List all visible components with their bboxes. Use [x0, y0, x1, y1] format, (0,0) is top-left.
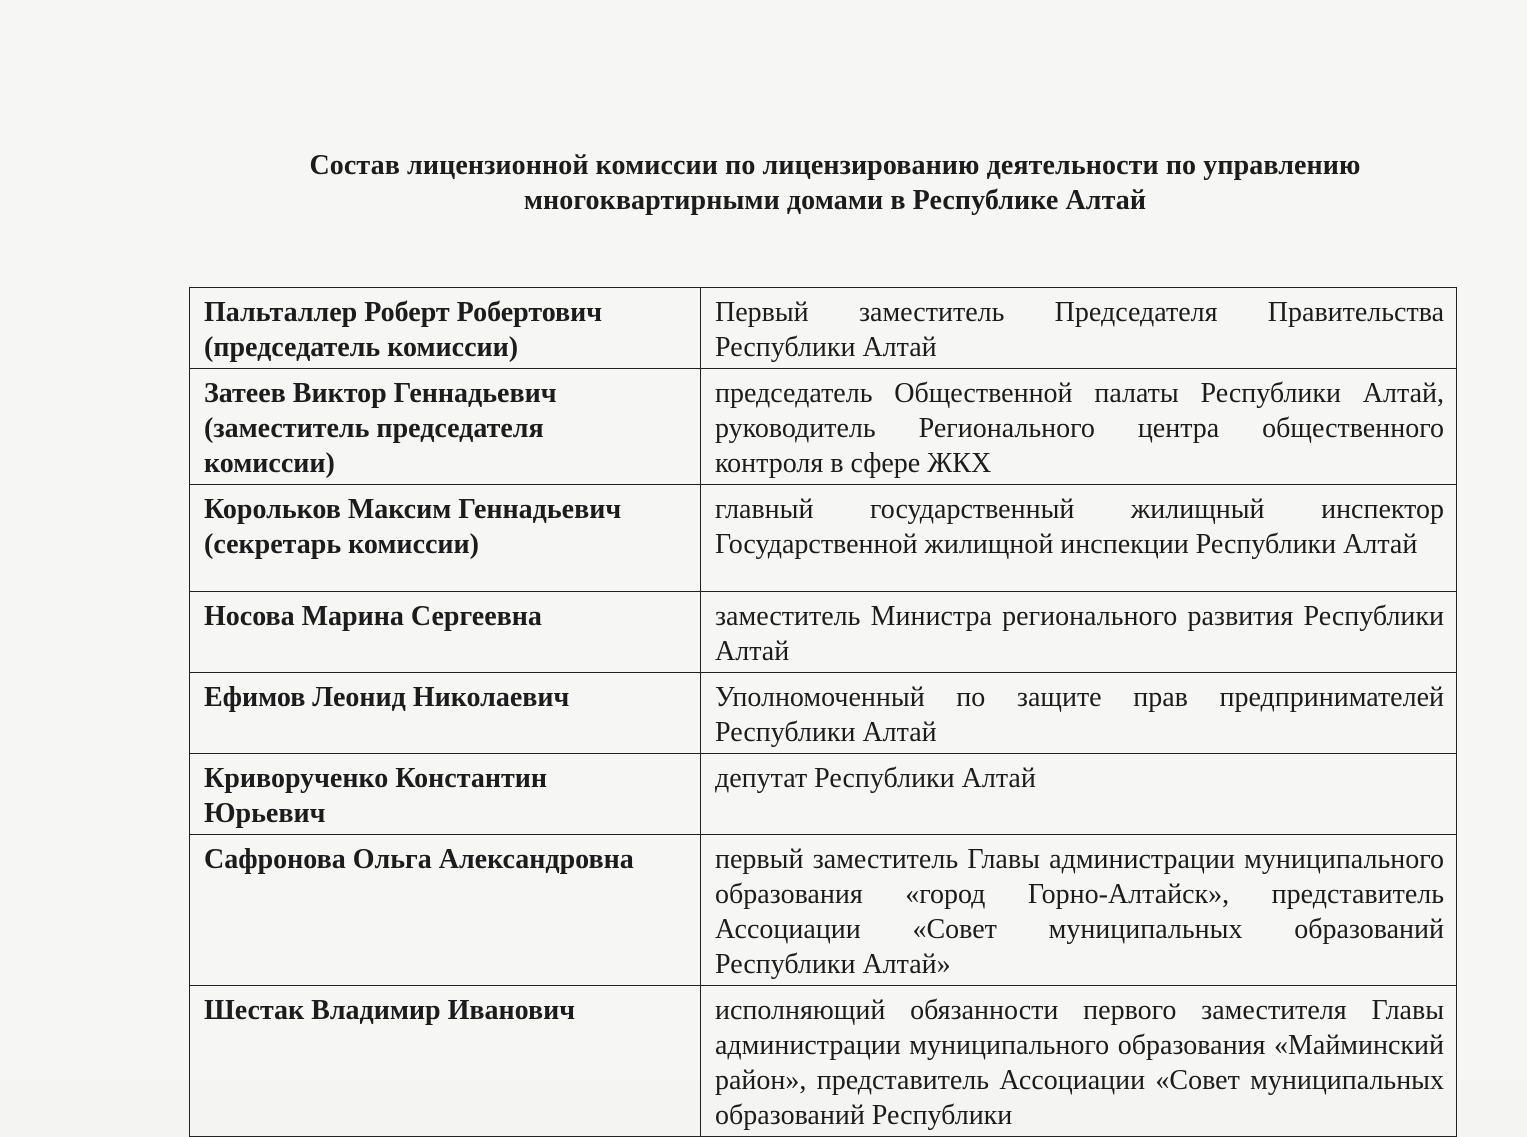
member-role: Уполномоченный по защите прав предпринимателей Республики Алтай: [715, 682, 1444, 748]
table-row: [190, 835, 1457, 986]
member-name-cell: [190, 754, 701, 835]
table-row: [190, 986, 1457, 1137]
member-name-cell: [190, 369, 701, 485]
member-role: Первый заместитель Председателя Правительства Республики Алтай: [715, 297, 1444, 363]
member-role-cell: [701, 835, 1457, 986]
member-role: первый заместитель Главы администрации муниципального образования «город Горно-Алтайск», представитель Ассоциации «Совет муниципальных образований Республики Алтай»: [715, 844, 1444, 980]
member-role-cell: [701, 673, 1457, 754]
member-position: (секретарь комиссии): [204, 529, 480, 560]
member-role: заместитель Министра регионального развития Республики Алтай: [715, 601, 1444, 667]
member-name: Ефимов Леонид Николаевич: [204, 682, 570, 713]
member-name: Шестак Владимир Иванович: [204, 995, 576, 1026]
title-line-2: многоквартирными домами в Республике Алтай: [523, 185, 1147, 216]
member-name-cell: [190, 673, 701, 754]
member-name-cell: [190, 986, 701, 1137]
table-row: [190, 673, 1457, 754]
member-role-cell: [701, 986, 1457, 1137]
member-name: Носова Марина Сергеевна: [204, 601, 542, 632]
table-row: [190, 288, 1457, 369]
title-line-1: Состав лицензионной комиссии по лицензированию деятельности по управлению: [309, 150, 1361, 181]
member-name-cell: [190, 288, 701, 369]
member-role-cell: [701, 592, 1457, 673]
table-row: [190, 592, 1457, 673]
member-name: Сафронова Ольга Александровна: [204, 844, 634, 875]
commission-members-table: [189, 287, 1457, 1137]
member-name: Затеев Виктор Геннадьевич: [204, 378, 557, 409]
member-role: председатель Общественной палаты Республики Алтай, руководитель Регионального центра общественного контроля в сфере ЖКХ: [715, 378, 1444, 479]
member-role: депутат Республики Алтай: [715, 763, 1036, 794]
member-role-cell: [701, 754, 1457, 835]
member-name: Пальталлер Роберт Робертович: [204, 297, 603, 328]
member-role-cell: [701, 485, 1457, 592]
member-role-cell: [701, 288, 1457, 369]
member-name-cell: [190, 485, 701, 592]
member-name: Корольков Максим Геннадьевич: [204, 494, 622, 525]
table-row: [190, 369, 1457, 485]
table-row: [190, 754, 1457, 835]
member-name-cell: [190, 835, 701, 986]
member-name-continued: Юрьевич: [204, 798, 326, 829]
table-row: [190, 485, 1457, 592]
member-role: главный государственный жилищный инспектор Государственной жилищной инспекции Республики Алтай: [715, 494, 1444, 560]
member-name-cell: [190, 592, 701, 673]
member-role-cell: [701, 369, 1457, 485]
member-position: комиссии): [204, 448, 335, 479]
member-name: Криворученко Константин: [204, 763, 547, 794]
document-title: [180, 148, 1490, 218]
member-position: (председатель комиссии): [204, 332, 519, 363]
member-position: (заместитель председателя: [204, 413, 544, 444]
member-role: исполняющий обязанности первого заместителя Главы администрации муниципального образования «Майминский район», представитель Ассоциации «Совет муниципальных образований Республики: [715, 995, 1444, 1131]
